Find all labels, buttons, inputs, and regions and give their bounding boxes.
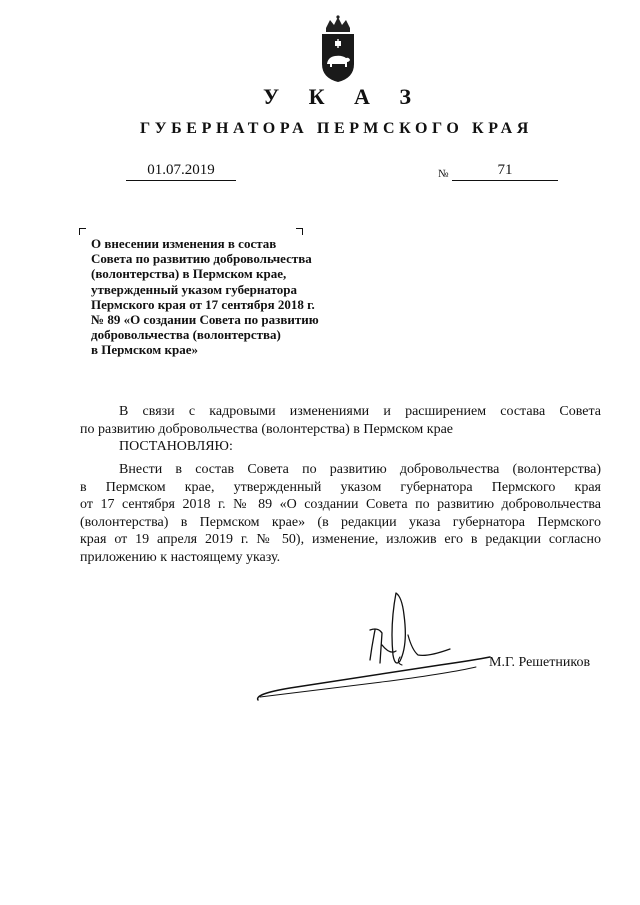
subject-corner-right (296, 228, 303, 235)
document-number: 71 (452, 162, 558, 181)
subject-line: О внесении изменения в состав (91, 236, 277, 251)
perm-krai-coat-of-arms-icon (318, 14, 358, 84)
body-line: В связи с кадровыми изменениями и расширением состава Совета (119, 404, 601, 419)
subject-line: (волонтерства) в Пермском крае, (91, 266, 287, 282)
body-line: приложению к настоящему указу. (80, 549, 281, 565)
subject-block (91, 236, 371, 358)
body-line: от 17 сентября 2018 г. № 89 «О создании Совета по развитию добровольчества (80, 497, 601, 512)
subject-line: Совета по развитию добровольчества (91, 251, 312, 267)
decree-word-text: ПОСТАНОВЛЯЮ: (119, 439, 233, 454)
body-line: по развитию добровольчества (волонтерства) в Пермском крае (80, 421, 454, 437)
preamble-paragraph (80, 403, 601, 438)
body-line: края от 19 апреля 2019 г. № 50), изменение, изложив его в редакции согласно (80, 532, 601, 547)
subject-line: добровольчества (волонтерства) (91, 327, 281, 343)
subject-corner-left (79, 228, 86, 235)
body-line: Внести в состав Совета по развитию добровольчества (волонтерства) (119, 462, 601, 477)
decree-word (80, 438, 601, 456)
document-date: 01.07.2019 (126, 162, 236, 181)
handwritten-signature (250, 585, 530, 710)
body-line: (волонтерства) в Пермском крае» (в редакции указа губернатора Пермского (80, 514, 601, 530)
operative-paragraph (80, 461, 601, 566)
subject-line: Пермского края от 17 сентября 2018 г. (91, 296, 315, 312)
document-subtitle: ГУБЕРНАТОРА ПЕРМСКОГО КРАЯ (140, 120, 533, 137)
subject-line: утвержденный указом губернатора (91, 281, 298, 297)
subject-line: в Пермском крае» (91, 342, 198, 358)
document-title: У К А З (262, 84, 424, 109)
document-number-label: № (438, 168, 449, 180)
signer-name: М.Г. Решетников (489, 655, 591, 670)
subject-line: № 89 «О создании Совета по развитию (91, 312, 319, 328)
body-line: в Пермском крае, утвержденный указом губернатора Пермского края (80, 479, 601, 495)
